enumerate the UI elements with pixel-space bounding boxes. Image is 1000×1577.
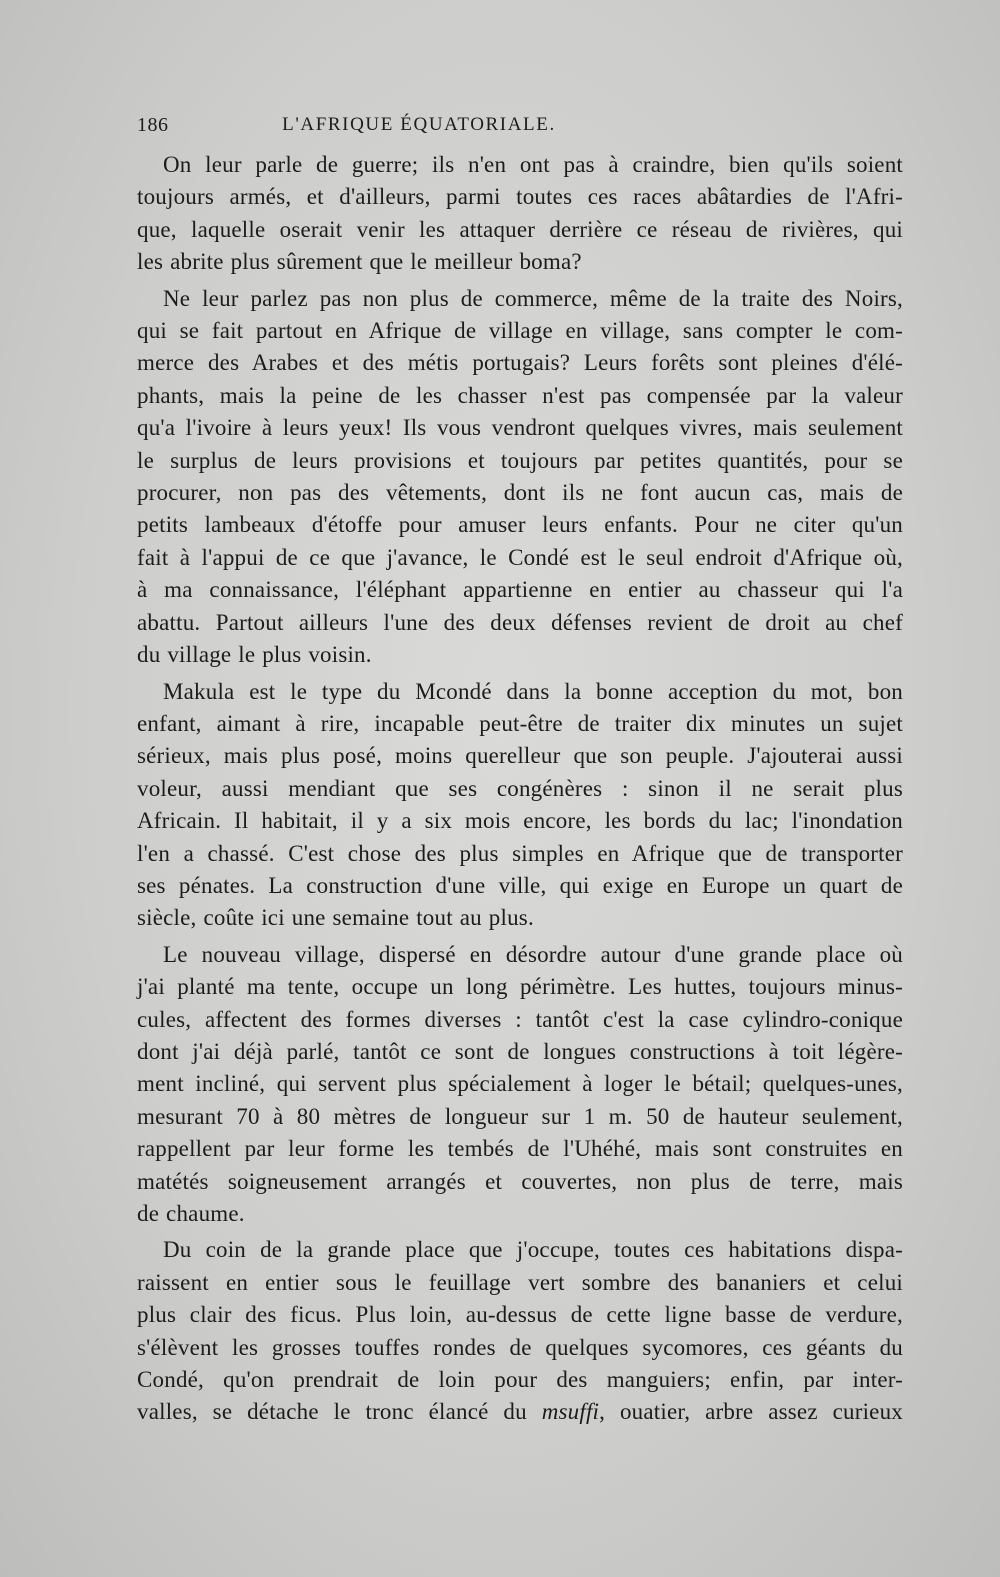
text-line: merce des Arabes et des métis portugais? Leurs forêts sont pleines d'élé- <box>137 350 903 376</box>
text-line: toujours armés, et d'ailleurs, parmi toutes ces races abâtardies de l'Afri- <box>137 184 903 210</box>
text-line: voleur, aussi mendiant que ses congénères : sinon il ne serait plus <box>137 775 903 801</box>
text-line: qu'a l'ivoire à leurs yeux! Ils vous vendront quelques vivres, mais seulement <box>137 415 903 441</box>
text-line: les abrite plus sûrement que le meilleur boma? <box>137 249 582 275</box>
text-line: siècle, coûte ici une semaine tout au plus. <box>137 905 534 931</box>
text-line: l'en a chassé. C'est chose des plus simples en Afrique que de transporter <box>137 840 903 866</box>
text-line: On leur parle de guerre; ils n'en ont pas à craindre, bien qu'ils soient <box>163 152 903 177</box>
text-line: fait à l'appui de ce que j'avance, le Condé est le seul endroit d'Afrique où, <box>137 544 903 570</box>
text-line: ment incliné, qui servent plus spécialement à loger le bétail; quelques-unes, <box>137 1071 903 1097</box>
text-line: du village le plus voisin. <box>137 642 372 668</box>
text-line: ses pénates. La construction d'une ville, qui exige en Europe un quart de <box>137 872 903 898</box>
text-line: Africain. Il habitait, il y a six mois encore, les bords du lac; l'inondation <box>137 808 903 834</box>
text-line: rappellent par leur forme les tembés de l'Uhéhé, mais sont construites en <box>137 1136 903 1162</box>
page-header <box>137 114 651 144</box>
text-line: petits lambeaux d'étoffe pour amuser leurs enfants. Pour ne citer qu'un <box>137 512 903 538</box>
text-line: Ne leur parlez pas non plus de commerce, même de la traite des Noirs, <box>163 285 903 311</box>
text-line: sérieux, mais plus posé, moins querelleur que son peuple. J'ajouterai aussi <box>137 743 903 769</box>
text-line: Du coin de la grande place que j'occupe, toutes ces habitations dispa- <box>163 1237 903 1263</box>
italic-term: msuffi <box>541 1399 600 1425</box>
body-text <box>137 149 903 1433</box>
text-line: abattu. Partout ailleurs l'une des deux défenses revient de droit au chef <box>137 609 903 635</box>
text-line: phants, mais la peine de les chasser n'est pas compensée par la valeur <box>137 382 903 408</box>
text-line: Le nouveau village, dispersé en désordre autour d'une grande place où <box>163 941 903 967</box>
text-line: le surplus de leurs provisions et toujours par petites quantités, pour se <box>137 447 903 473</box>
running-title: L'AFRIQUE ÉQUATORIALE. <box>282 114 556 135</box>
text-line: s'élèvent les grosses touffes rondes de quelques sycomores, ces géants du <box>137 1334 903 1360</box>
text-line: cules, affectent des formes diverses : tantôt c'est la case cylindro-conique <box>137 1006 903 1032</box>
paragraph-4 <box>137 939 903 1231</box>
text-line-mixed <box>137 1396 903 1428</box>
text-line: Makula est le type du Mcondé dans la bonne acception du mot, bon <box>163 678 903 704</box>
page-number: 186 <box>137 114 169 136</box>
text-line: plus clair des ficus. Plus loin, au-dessus de cette ligne basse de verdure, <box>137 1302 903 1328</box>
text-line: dont j'ai déjà parlé, tantôt ce sont de longues constructions à toit légère- <box>137 1038 903 1064</box>
paragraph-3 <box>137 676 903 935</box>
text-line: Condé, qu'on prendrait de loin pour des manguiers; enfin, par inter- <box>137 1367 903 1393</box>
text-segment: , ouatier, arbre assez curieux <box>599 1399 903 1425</box>
text-line: procurer, non pas des vêtements, dont ils ne font aucun cas, mais de <box>137 480 903 506</box>
text-line: à ma connaissance, l'éléphant appartienne en entier au chasseur qui l'a <box>137 577 903 603</box>
paragraph-1 <box>137 149 903 279</box>
text-line: j'ai planté ma tente, occupe un long périmètre. Les huttes, toujours minus- <box>137 974 903 1000</box>
text-segment: valles, se détache le tronc élancé du <box>137 1399 542 1425</box>
text-line: enfant, aimant à rire, incapable peut-être de traiter dix minutes un sujet <box>137 710 903 736</box>
text-line: de chaume. <box>137 1201 245 1226</box>
paragraph-5 <box>137 1234 903 1428</box>
text-line: que, laquelle oserait venir les attaquer derrière ce réseau de rivières, qui <box>137 216 903 242</box>
text-line: raissent en entier sous le feuillage vert sombre des bananiers et celui <box>137 1269 903 1295</box>
text-line: matétés soigneusement arrangés et couvertes, non plus de terre, mais <box>137 1168 903 1194</box>
text-line: mesurant 70 à 80 mètres de longueur sur 1 m. 50 de hauteur seulement, <box>137 1103 903 1129</box>
paragraph-2 <box>137 283 903 672</box>
text-line: qui se fait partout en Afrique de village en village, sans compter le com- <box>137 318 903 344</box>
